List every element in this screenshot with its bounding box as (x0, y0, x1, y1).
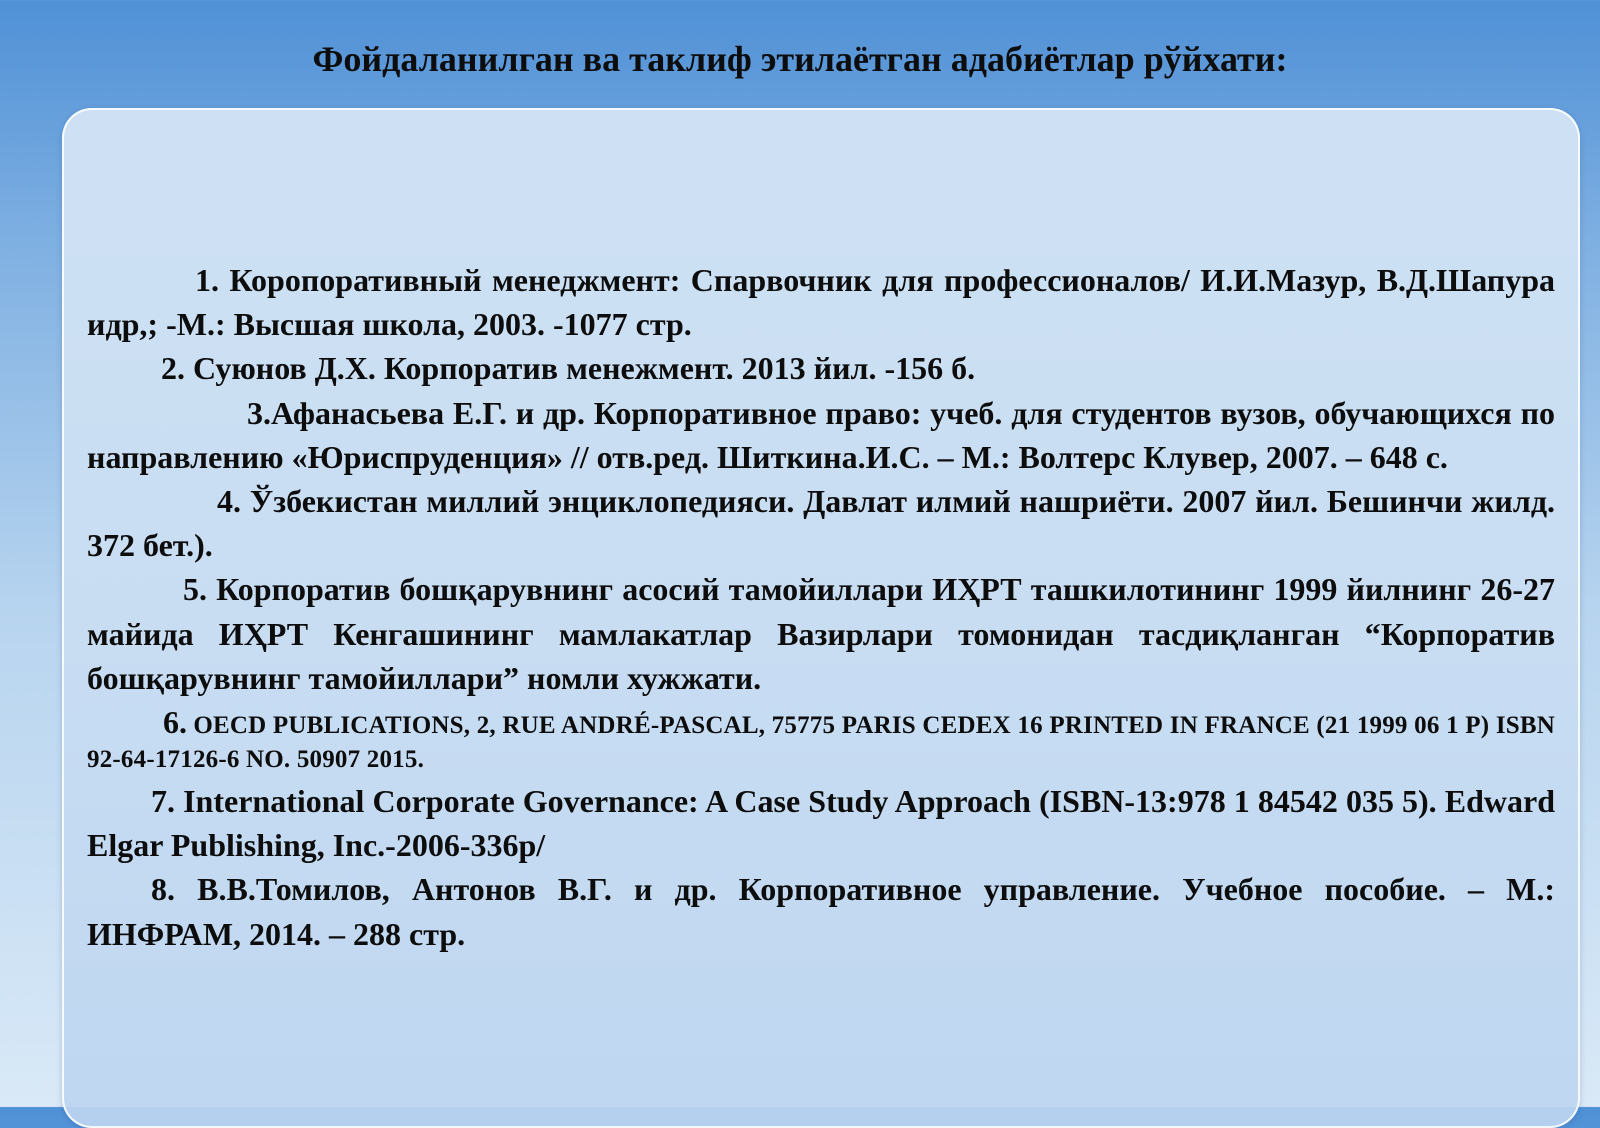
reference-item-4 (87, 479, 1555, 567)
reference-item-5 (87, 567, 1555, 700)
reference-number: 2. (161, 350, 185, 387)
reference-number: 6. (163, 704, 187, 741)
reference-number: 8. (151, 871, 175, 908)
reference-number: 1. (195, 262, 219, 298)
reference-number: 7. (151, 783, 175, 820)
reference-text: Коропоративный менеджмент: Спарвочник для профессионалов/ И.И.Мазур, В.Д.Шапура идр,; -М.: Высшая школа, 2003. -1077 стр. (87, 262, 1556, 343)
reference-item-2 (87, 346, 1555, 390)
reference-item-1 (87, 258, 1555, 346)
reference-text: В.В.Томилов, Антонов В.Г. и др. Корпоративное управление. Учебное пособие. – М.: ИНФРАМ, 2014. – 288 стр. (87, 871, 1556, 952)
reference-text: International Corporate Governance: A Case Study Approach (ISBN-13:978 1 84542 035 5). Edward Elgar Publishing, Inc.-2006-336p/ (87, 783, 1556, 864)
reference-item-6 (87, 705, 1555, 777)
reference-number: 4. (217, 483, 241, 520)
reference-item-8 (87, 867, 1555, 955)
reference-item-7 (87, 779, 1555, 867)
reference-text: Афанасьева Е.Г. и др. Корпоративное право: учеб. для студентов вузов, обучающихся по направлению «Юриспруденция» // отв.ред. Шиткина.И.С. – М.: Волтерс Клувер, 2007. – 648 с. (87, 394, 1555, 475)
reference-text: Ўзбекистан миллий энциклопедияси. Давлат илмий нашриёти. 2007 йил. Бешинчи жилд. 372 бет.). (87, 483, 1556, 564)
reference-text: OECD PUBLICATIONS, 2, RUE ANDRÉ-PASCAL, 75775 PARIS CEDEX 16 PRINTED IN FRANCE (21 1999 06 1 P) ISBN 92-64-17126-6 NO. 50907 2015. (87, 712, 1555, 774)
reference-text: Суюнов Д.Х. Корпоратив менежмент. 2013 йил. -156 б. (193, 350, 976, 387)
reference-number: 5. (183, 571, 207, 608)
reference-text: Корпоратив бошқарувнинг асосий тамойиллари ИҲРТ ташкилотининг 1999 йилнинг 26-27 майида ИҲРТ Кенгашининг мамлакатлар Вазирлари томонидан тасдиқланган “Корпоратив бошқарувнинг тамойиллари” номли хужжати. (87, 571, 1556, 696)
reference-list (87, 258, 1555, 956)
reference-number: 3. (247, 394, 271, 431)
slide-title: Фойдаланилган ва таклиф этилаётган адабиётлар рўйхати: (312, 39, 1288, 79)
reference-item-3 (87, 391, 1555, 479)
